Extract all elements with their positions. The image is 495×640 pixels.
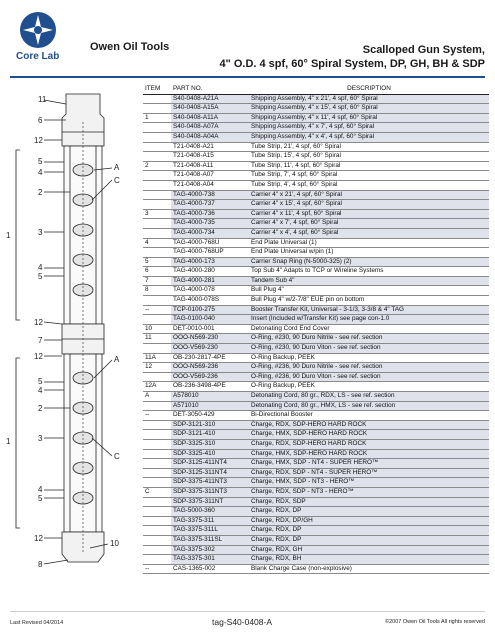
part-number-cell: TAG-4000-281 [171, 276, 249, 286]
callout-11: 11 [38, 95, 47, 104]
table-row [143, 305, 489, 315]
gun-assembly-diagram [4, 92, 140, 592]
part-number-cell: OB-230-2817-4PE [171, 353, 249, 363]
item-cell: 4 [143, 238, 171, 248]
item-cell [143, 401, 171, 411]
item-cell: -- [143, 564, 171, 574]
part-number-cell: T21-0408-A07 [171, 171, 249, 181]
description-cell: Tube Strip, 21', 4 spf, 60° Spiral [249, 142, 489, 152]
description-cell: Charge, RDX, DP/GH [249, 516, 489, 526]
item-cell [143, 171, 171, 181]
table-row [143, 487, 489, 497]
description-cell: Tube Strip, 4', 4 spf, 60° Spiral [249, 180, 489, 190]
part-number-cell: TAG-4000-280 [171, 267, 249, 277]
table-row [143, 161, 489, 171]
table-row [143, 526, 489, 536]
callout-4: 4 [38, 168, 43, 177]
callout-5-b: 5 [38, 377, 43, 386]
description-cell: Tube Strip, 7', 4 spf, 60° Spiral [249, 171, 489, 181]
item-cell [143, 180, 171, 190]
table-row [143, 276, 489, 286]
description-cell: Bi-Directional Booster [249, 411, 489, 421]
callout-A-b: A [114, 355, 120, 364]
callout-2-b: 2 [38, 404, 43, 413]
item-cell [143, 315, 171, 325]
part-number-cell: TAG-4000-734 [171, 228, 249, 238]
item-cell [143, 372, 171, 382]
table-row [143, 286, 489, 296]
description-cell: Charge, RDX, BH [249, 555, 489, 565]
description-cell: Charge, RDX, DP [249, 535, 489, 545]
callout-12-b: 12 [34, 352, 43, 361]
copyright: ©2007 Owen Oil Tools All rights reserved [385, 619, 485, 625]
part-number-cell: A578010 [171, 392, 249, 402]
page-title [219, 43, 485, 71]
parts-table-header [143, 84, 489, 94]
part-number-cell: OB-236-3498-4PE [171, 382, 249, 392]
item-cell [143, 555, 171, 565]
description-cell: Carrier 4" x 15', 4 spf, 60° Spiral [249, 200, 489, 210]
table-row [143, 257, 489, 267]
item-cell [143, 497, 171, 507]
part-number-cell: OOO-V569-236 [171, 372, 249, 382]
header-rule [10, 76, 485, 78]
part-number-cell: T21-0408-A21 [171, 142, 249, 152]
part-number-cell: TAG-3375-311SL [171, 535, 249, 545]
description-cell: Detonating Cord, 80 gr., HMX, LS - see ref. section [249, 401, 489, 411]
header-description: DESCRIPTION [249, 84, 489, 94]
part-number-cell: TAG-3375-311 [171, 516, 249, 526]
description-cell: Blank Charge Case (non-explosive) [249, 564, 489, 574]
table-row [143, 132, 489, 142]
table-row [143, 497, 489, 507]
callout-12: 12 [34, 136, 43, 145]
callout-4-b: 4 [38, 386, 43, 395]
table-row [143, 411, 489, 421]
table-row [143, 334, 489, 344]
description-cell: Booster Transfer Kit, Universal - 3-1/3, 3-3/8 & 4" TAG [249, 305, 489, 315]
table-row [143, 535, 489, 545]
part-number-cell: OOO-N569-236 [171, 363, 249, 373]
item-cell [143, 296, 171, 306]
description-cell: Charge, RDX, GH [249, 545, 489, 555]
table-row [143, 478, 489, 488]
item-cell [143, 420, 171, 430]
table-row [143, 248, 489, 258]
description-cell: O-Ring Backup, PEEK [249, 353, 489, 363]
part-number-cell: TAG-4000-078S [171, 296, 249, 306]
item-cell: 11 [143, 334, 171, 344]
description-cell: Charge, RDX, SDP-HERO HARD ROCK [249, 439, 489, 449]
table-row [143, 113, 489, 123]
item-cell [143, 190, 171, 200]
item-cell [143, 449, 171, 459]
table-row [143, 564, 489, 574]
callout-1-b: 1 [6, 437, 11, 446]
description-cell: Charge, RDX, SDP - NT3 - HERO™ [249, 487, 489, 497]
table-row [143, 219, 489, 229]
description-cell: Shipping Assembly, 4" x 4', 4 spf, 60° Spiral [249, 132, 489, 142]
part-number-cell: TAG-4000-737 [171, 200, 249, 210]
title-line-2: 4" O.D. 4 spf, 60° Spiral System, DP, GH, BH & SDP [219, 58, 485, 70]
description-cell: Charge, HMX, SDP-HERO HARD ROCK [249, 430, 489, 440]
callout-5: 5 [38, 157, 43, 166]
item-cell [143, 132, 171, 142]
description-cell: Charge, RDX, DP [249, 526, 489, 536]
part-number-cell: S40-0408-A07A [171, 123, 249, 133]
table-row [143, 363, 489, 373]
description-cell: O-Ring Backup, PEEK [249, 382, 489, 392]
table-row [143, 353, 489, 363]
item-cell: 6 [143, 267, 171, 277]
item-cell: -- [143, 411, 171, 421]
item-cell [143, 459, 171, 469]
part-number-cell: DET-0010-001 [171, 324, 249, 334]
part-number-cell: CAS-1365-002 [171, 564, 249, 574]
callout-8: 8 [38, 560, 43, 569]
description-cell: Shipping Assembly, 4" x 15', 4 spf, 60° Spiral [249, 104, 489, 114]
table-row [143, 142, 489, 152]
description-cell: Insert (Included w/Transfer Kit) see page con-1.0 [249, 315, 489, 325]
part-number-cell: TAG-5000-360 [171, 507, 249, 517]
header-item: ITEM [143, 84, 171, 94]
table-row [143, 324, 489, 334]
table-row [143, 430, 489, 440]
part-number-cell: TAG-4000-078 [171, 286, 249, 296]
item-cell: 10 [143, 324, 171, 334]
item-cell: 5 [143, 257, 171, 267]
description-cell: O-Ring, #230, 90 Duro Nitrile - see ref. section [249, 334, 489, 344]
table-row [143, 228, 489, 238]
item-cell [143, 219, 171, 229]
table-row [143, 152, 489, 162]
description-cell: Shipping Assembly, 4" x 7', 4 spf, 60° Spiral [249, 123, 489, 133]
callout-12-c: 12 [34, 534, 43, 543]
table-row [143, 180, 489, 190]
item-cell [143, 228, 171, 238]
item-cell [143, 516, 171, 526]
item-cell: 8 [143, 286, 171, 296]
part-number-cell: T21-0408-A15 [171, 152, 249, 162]
description-cell: Charge, RDX, SDP - NT4 - SUPER HERO™ [249, 468, 489, 478]
part-number-cell: TCP-0100-275 [171, 305, 249, 315]
description-cell: Tube Strip, 11', 4 spf, 60° Spiral [249, 161, 489, 171]
description-cell: Charge, HMX, SDP - NT4 - SUPER HERO™ [249, 459, 489, 469]
part-number-cell: SDP-3125-311NT4 [171, 468, 249, 478]
callout-12-lower: 12 [34, 318, 43, 327]
description-cell: Charge, RDX, DP [249, 507, 489, 517]
parts-table-body [143, 94, 489, 574]
part-number-cell: TAG-3375-302 [171, 545, 249, 555]
callout-6: 6 [38, 116, 43, 125]
description-cell: Detonating Cord, 80 gr., RDX, LS - see ref. section [249, 392, 489, 402]
item-cell [143, 248, 171, 258]
description-cell: Bull Plug 4" w/2-7/8" EUE pin on bottom [249, 296, 489, 306]
callout-C-b: C [114, 452, 120, 461]
part-number-cell: SDP-3375-311NT [171, 497, 249, 507]
part-number-cell: TAG-4000-735 [171, 219, 249, 229]
table-row [143, 94, 489, 104]
item-cell: 2 [143, 161, 171, 171]
item-cell: C [143, 487, 171, 497]
item-cell [143, 142, 171, 152]
description-cell: Charge, RDX, SDP [249, 497, 489, 507]
part-number-cell: S40-0408-A11A [171, 113, 249, 123]
description-cell: Carrier 4" x 4', 4 spf, 60° Spiral [249, 228, 489, 238]
part-number-cell: TAG-3375-301 [171, 555, 249, 565]
part-number-cell: SDP-3325-410 [171, 449, 249, 459]
item-cell: 7 [143, 276, 171, 286]
table-row [143, 516, 489, 526]
item-cell: -- [143, 305, 171, 315]
table-row [143, 555, 489, 565]
parts-table [143, 84, 489, 574]
item-cell [143, 94, 171, 104]
description-cell: Carrier 4" x 21', 4 spf, 60° Spiral [249, 190, 489, 200]
part-number-cell: TAG-0100-040 [171, 315, 249, 325]
table-row [143, 420, 489, 430]
description-cell: Tandem Sub 4" [249, 276, 489, 286]
description-cell: Detonating Cord End Cover [249, 324, 489, 334]
table-row [143, 209, 489, 219]
table-row [143, 439, 489, 449]
part-number-cell: TAG-3375-311L [171, 526, 249, 536]
part-number-cell: TAG-4000-768UP [171, 248, 249, 258]
callout-7: 7 [38, 336, 43, 345]
description-cell: Tube Strip, 15', 4 spf, 60° Spiral [249, 152, 489, 162]
header-part-no: PART NO. [171, 84, 249, 94]
footer-rule [10, 611, 485, 612]
item-cell: 3 [143, 209, 171, 219]
part-number-cell: TAG-4000-738 [171, 190, 249, 200]
table-row [143, 449, 489, 459]
table-row [143, 267, 489, 277]
item-cell: 11A [143, 353, 171, 363]
description-cell: Shipping Assembly, 4" x 11', 4 spf, 60° Spiral [249, 113, 489, 123]
table-row [143, 372, 489, 382]
table-row [143, 468, 489, 478]
description-cell: Top Sub 4" Adapts to TCP or Wireline Systems [249, 267, 489, 277]
description-cell: Carrier 4" x 11', 4 spf, 60° Spiral [249, 209, 489, 219]
description-cell: O-Ring, #236, 90 Duro Viton - see ref. section [249, 372, 489, 382]
item-cell [143, 545, 171, 555]
item-cell: 1 [143, 113, 171, 123]
item-cell: A [143, 392, 171, 402]
table-row [143, 545, 489, 555]
description-cell: Bull Plug 4" [249, 286, 489, 296]
item-cell [143, 152, 171, 162]
description-cell: Carrier 4" x 7', 4 spf, 60° Spiral [249, 219, 489, 229]
table-row [143, 200, 489, 210]
logo-text: Core Lab [16, 51, 60, 62]
table-row [143, 238, 489, 248]
callout-C: C [114, 176, 120, 185]
part-number-cell: DET-3050-429 [171, 411, 249, 421]
description-cell: O-Ring, #230, 90 Duro Viton - see ref. section [249, 344, 489, 354]
table-row [143, 459, 489, 469]
description-cell: Carrier Snap Ring (N-5000-325) (2) [249, 257, 489, 267]
part-number-cell: S40-0408-A21A [171, 94, 249, 104]
part-number-cell: OOO-V569-230 [171, 344, 249, 354]
item-cell [143, 430, 171, 440]
table-row [143, 190, 489, 200]
table-row [143, 344, 489, 354]
callout-1: 1 [6, 231, 11, 240]
table-row [143, 401, 489, 411]
part-number-cell: TAG-4000-173 [171, 257, 249, 267]
part-number-cell: TAG-4000-736 [171, 209, 249, 219]
item-cell [143, 535, 171, 545]
part-number-cell: S40-0408-A04A [171, 132, 249, 142]
item-cell [143, 344, 171, 354]
description-cell: Charge, RDX, SDP-HERO HARD ROCK [249, 420, 489, 430]
item-cell [143, 123, 171, 133]
description-cell: O-Ring, #236, 90 Duro Nitrile - see ref. section [249, 363, 489, 373]
part-number-cell: OOO-N569-230 [171, 334, 249, 344]
description-cell: Charge, HMX, SDP-HERO HARD ROCK [249, 449, 489, 459]
part-number-cell: TAG-4000-768U [171, 238, 249, 248]
part-number-cell: S40-0408-A15A [171, 104, 249, 114]
item-cell [143, 104, 171, 114]
table-row [143, 392, 489, 402]
item-cell [143, 507, 171, 517]
table-row [143, 507, 489, 517]
table-row [143, 171, 489, 181]
part-number-cell: A571010 [171, 401, 249, 411]
description-cell: End Plate Universal (1) [249, 238, 489, 248]
brand-name: Owen Oil Tools [90, 41, 170, 53]
callout-2: 2 [38, 188, 43, 197]
part-number-cell: SDP-3375-311NT3 [171, 487, 249, 497]
callout-5-c: 5 [38, 494, 43, 503]
callout-10: 10 [110, 539, 119, 548]
part-number-cell: T21-0408-A11 [171, 161, 249, 171]
callout-A: A [114, 163, 120, 172]
table-row [143, 382, 489, 392]
part-number-cell: SDP-3375-411NT3 [171, 478, 249, 488]
callout-3-b: 3 [38, 434, 43, 443]
table-row [143, 296, 489, 306]
title-line-1: Scalloped Gun System, [362, 44, 485, 56]
core-lab-logo [10, 10, 70, 66]
table-row [143, 123, 489, 133]
core-lab-emblem-icon [18, 10, 58, 50]
callout-4-c: 4 [38, 485, 43, 494]
part-number-cell: SDP-3325-310 [171, 439, 249, 449]
callout-3: 3 [38, 228, 43, 237]
item-cell [143, 468, 171, 478]
item-cell: 12A [143, 382, 171, 392]
part-number-cell: SDP-3121-410 [171, 430, 249, 440]
callout-4-lower: 4 [38, 263, 43, 272]
document-id: tag-S40-0408-A [212, 617, 273, 627]
last-revised: Last Revised 04/2014 [10, 620, 64, 626]
item-cell [143, 478, 171, 488]
item-cell: 12 [143, 363, 171, 373]
item-cell [143, 439, 171, 449]
description-cell: End Plate Universal w/pin (1) [249, 248, 489, 258]
table-row [143, 315, 489, 325]
item-cell [143, 200, 171, 210]
callout-5-lower: 5 [38, 272, 43, 281]
table-row [143, 104, 489, 114]
part-number-cell: T21-0408-A04 [171, 180, 249, 190]
description-cell: Shipping Assembly, 4" x 21', 4 spf, 60° Spiral [249, 94, 489, 104]
item-cell [143, 526, 171, 536]
description-cell: Charge, HMX, SDP - NT3 - HERO™ [249, 478, 489, 488]
part-number-cell: SDP-3121-310 [171, 420, 249, 430]
part-number-cell: SDP-3125-411NT4 [171, 459, 249, 469]
